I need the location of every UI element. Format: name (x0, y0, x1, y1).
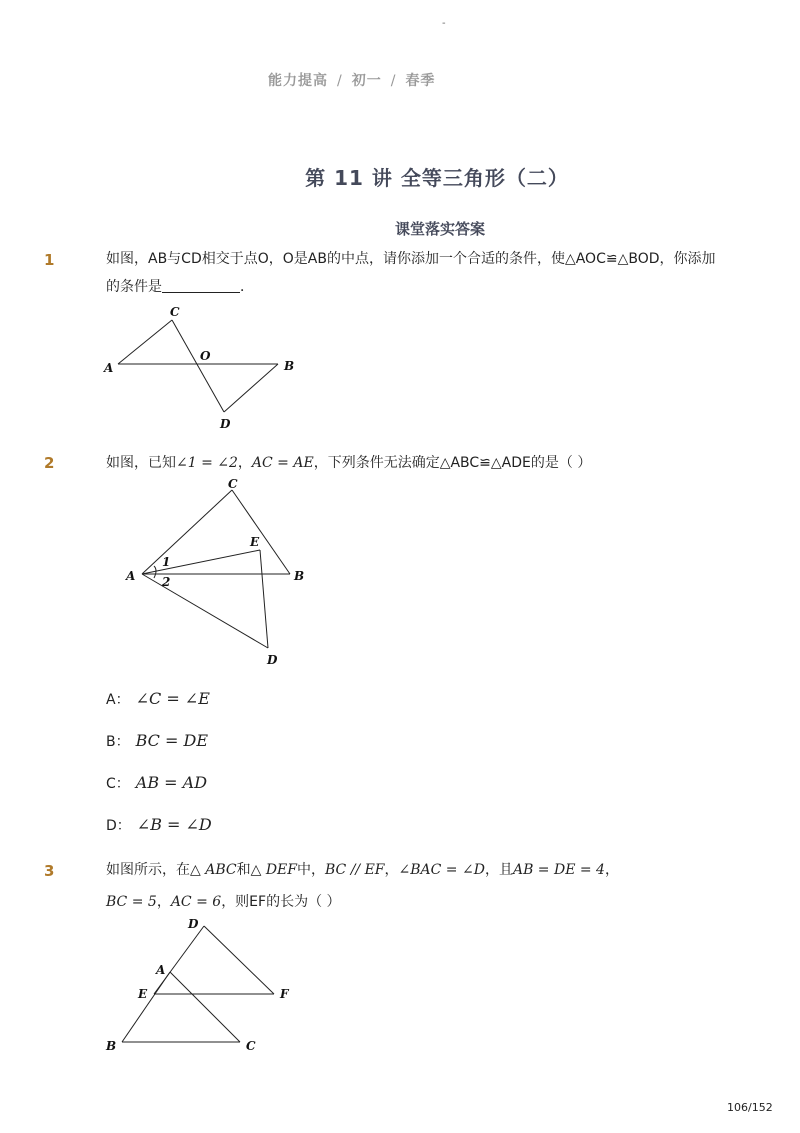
question-3-text-part: ， (384, 862, 399, 878)
question-2-text (106, 449, 746, 477)
segment-db (224, 364, 278, 412)
question-3-math: BC = 5 (106, 894, 157, 910)
segment-ed (260, 550, 268, 648)
section-subtitle: 课堂落实答案 (394, 220, 485, 238)
label-c: C (246, 1039, 256, 1053)
question-3-line1 (106, 856, 746, 884)
label-a: A (126, 569, 136, 583)
top-mark: - (442, 18, 446, 29)
question-3-math: AB = DE = 4 (512, 862, 605, 878)
question-1-text (106, 245, 726, 301)
label-b: B (284, 359, 295, 373)
option-b[interactable] (106, 731, 208, 751)
breadcrumb-item: 初一 (351, 73, 382, 89)
option-math: AB = AD (135, 773, 208, 792)
question-3-text-part: ， (156, 894, 171, 910)
label-d: D (220, 417, 231, 431)
answer-blank (162, 278, 240, 293)
question-1-line2-suffix: ． (240, 279, 254, 295)
question-3-text-part: ， (604, 862, 619, 878)
segment-ac (142, 490, 232, 574)
option-a[interactable] (106, 689, 210, 709)
label-angle-2: 2 (162, 575, 171, 589)
question-3-text-part: 如图所示，在△ (106, 862, 206, 878)
label-e: E (138, 987, 148, 1001)
question-3-text (106, 856, 746, 916)
question-3-text-part: ，且 (484, 862, 513, 878)
question-2-number: 2 (44, 454, 55, 472)
option-math: ∠B = ∠D (136, 815, 212, 834)
segment-ad (142, 574, 268, 648)
question-1-line1: 如图，AB与CD相交于点O，O是AB的中点，请你添加一个合适的条件，使△AOC≌△BOD，你添加 (106, 251, 716, 267)
question-1-figure (100, 300, 310, 440)
breadcrumb-item: 能力提高 (268, 73, 328, 89)
segment-df (204, 926, 274, 994)
label-o: O (200, 349, 211, 363)
question-3-math: BC // EF (324, 862, 385, 878)
question-2-figure (120, 474, 320, 674)
option-d[interactable] (106, 815, 212, 835)
question-3-text-part: ，则EF的长为（ ） (221, 894, 341, 910)
question-3-math: DEF (265, 862, 297, 878)
breadcrumb (268, 70, 435, 90)
option-key: B： (106, 734, 130, 750)
question-1-line2 (106, 273, 726, 301)
question-3-number: 3 (44, 862, 55, 880)
label-a: A (156, 963, 166, 977)
question-3-math: ∠BAC = ∠D (398, 862, 485, 878)
label-b: B (106, 1039, 117, 1053)
segment-ac (170, 972, 240, 1042)
question-2-text-part: ， (237, 455, 252, 471)
question-3-math: ABC (205, 862, 237, 878)
question-1-number: 1 (44, 251, 55, 269)
option-math: ∠C = ∠E (135, 689, 210, 708)
label-a: A (104, 361, 114, 375)
label-e: E (250, 535, 260, 549)
option-math: BC = DE (135, 731, 208, 750)
label-angle-1: 1 (162, 555, 171, 569)
question-1-line2-prefix: 的条件是 (106, 279, 162, 295)
option-key: C： (106, 776, 130, 792)
segment-ae (142, 550, 260, 574)
page-number: 106/152 (727, 1101, 773, 1114)
question-3-text-part: 和△ (236, 862, 266, 878)
question-2-text-part: 如图，已知 (106, 455, 176, 471)
breadcrumb-separator: / (390, 73, 397, 89)
segment-ab (122, 972, 170, 1042)
label-d: D (188, 917, 199, 931)
question-3-figure (100, 912, 300, 1062)
segment-cd (172, 320, 224, 412)
page-title: 第 11 讲 全等三角形（二） (305, 166, 569, 190)
option-c[interactable] (106, 773, 207, 793)
label-c: C (170, 305, 180, 319)
breadcrumb-separator: / (337, 73, 343, 89)
breadcrumb-item: 春季 (405, 73, 436, 89)
option-key: A： (106, 692, 130, 708)
segment-ac (118, 320, 172, 364)
label-b: B (294, 569, 305, 583)
question-3-math: AC = 6 (170, 894, 222, 910)
label-c: C (228, 477, 238, 491)
label-f: F (280, 987, 289, 1001)
question-2-math: ∠1 = ∠2 (176, 455, 238, 471)
option-key: D： (106, 818, 131, 834)
label-d: D (267, 653, 278, 667)
question-3-text-part: 中， (296, 862, 325, 878)
question-2-math: AC = AE (251, 455, 314, 471)
question-2-text-part: ，下列条件无法确定△ABC≌△ADE的是（ ） (313, 455, 592, 471)
